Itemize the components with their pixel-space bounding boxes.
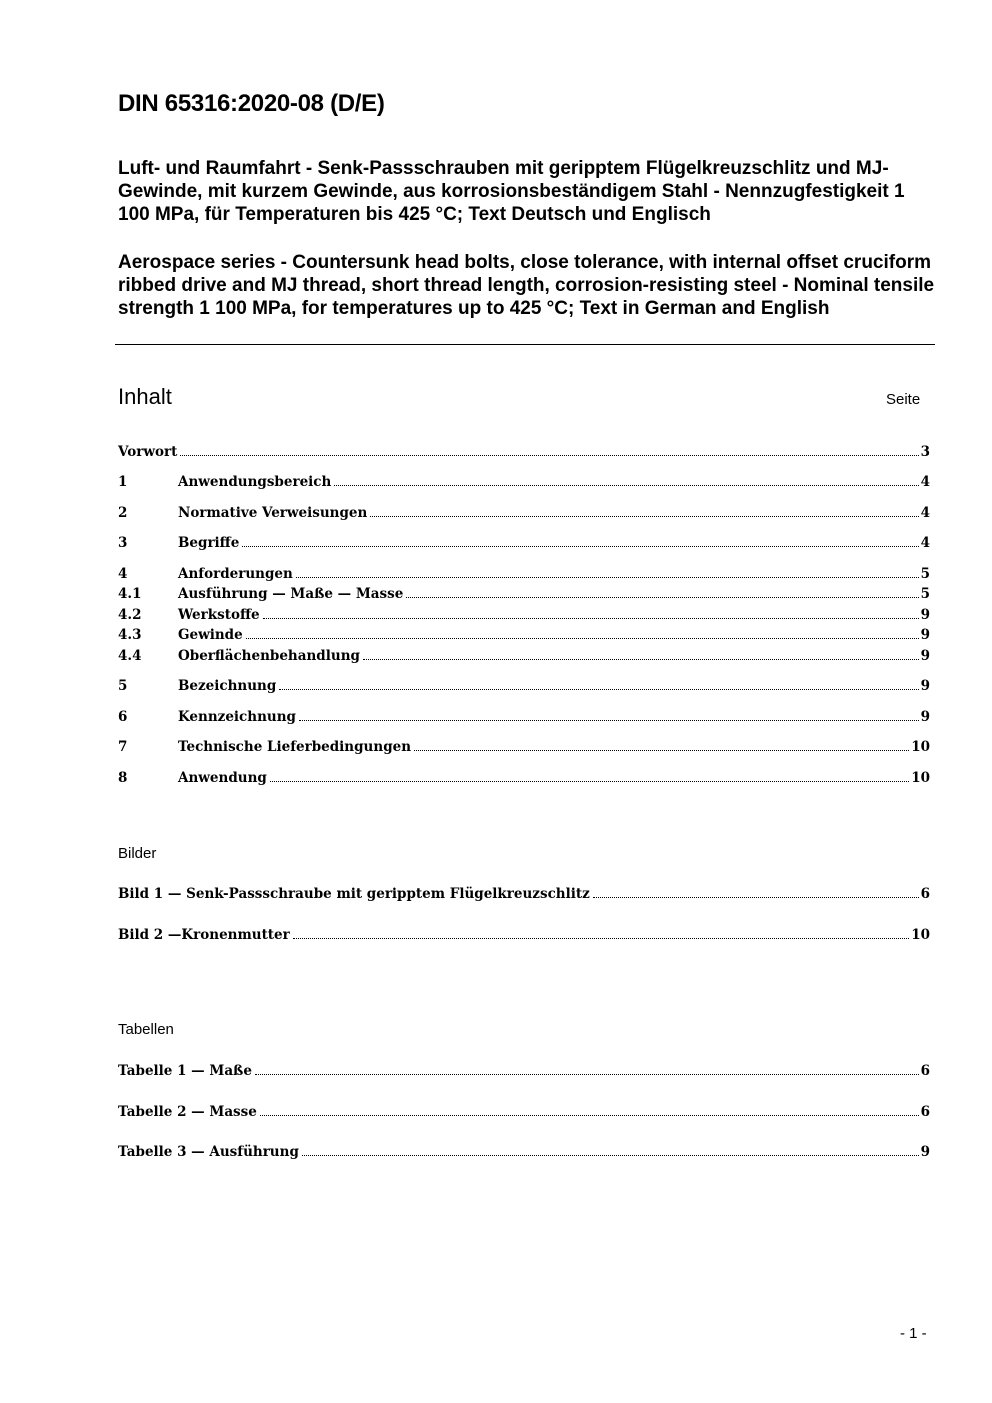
dot-leader: [180, 455, 918, 456]
toc-entry-title: Begriffe: [178, 535, 240, 551]
dot-leader: [246, 638, 919, 639]
figures-heading: Bilder: [118, 845, 157, 862]
dot-leader: [370, 516, 918, 517]
toc-entry[interactable]: [118, 625, 930, 643]
toc-entry-page: 10: [911, 927, 930, 943]
page-number: - 1 -: [900, 1325, 927, 1342]
toc-entry-number: 5: [118, 678, 128, 694]
toc-entry-number: 3: [118, 535, 128, 551]
toc-entry-page: 9: [920, 678, 930, 694]
toc-entry-title: Anforderungen: [178, 566, 293, 582]
toc-entry-number: 4.2: [118, 607, 142, 623]
toc-entry-title: Vorwort: [118, 444, 178, 460]
toc-entry[interactable]: [118, 646, 930, 664]
toc-entry[interactable]: [118, 472, 930, 490]
toc-entry-number: 4.3: [118, 627, 142, 643]
toc-entry-page: 4: [920, 505, 930, 521]
toc-entry[interactable]: [118, 676, 930, 694]
dot-leader: [263, 618, 919, 619]
toc-entry-number: 8: [118, 770, 128, 786]
dot-leader: [299, 720, 919, 721]
toc-entry[interactable]: [118, 707, 930, 725]
toc-entry-page: 9: [920, 648, 930, 664]
toc-entry[interactable]: [118, 564, 930, 582]
toc-entry[interactable]: [118, 1061, 930, 1079]
toc-entry-number: 4: [118, 566, 128, 582]
toc-entry-page: 5: [920, 586, 930, 602]
toc-entry-page: 6: [920, 886, 930, 902]
toc-entry-title: Bild 1 — Senk-Passschraube mit geripptem Flügelkreuzschlitz: [118, 886, 590, 902]
toc-entry-page: 4: [920, 535, 930, 551]
toc-entry-page: 9: [920, 709, 930, 725]
toc-entry[interactable]: [118, 925, 930, 943]
toc-entry-number: 4.4: [118, 648, 142, 664]
toc-heading: Inhalt: [118, 384, 172, 409]
toc-entry[interactable]: [118, 503, 930, 521]
dot-leader: [279, 689, 918, 690]
toc-entry[interactable]: [118, 533, 930, 551]
toc-entry-title: Tabelle 3 — Ausführung: [118, 1144, 299, 1160]
dot-leader: [593, 897, 919, 898]
toc-entry-title: Gewinde: [178, 627, 243, 643]
dot-leader: [255, 1074, 919, 1075]
toc-entry-title: Werkstoffe: [178, 607, 260, 623]
dot-leader: [260, 1115, 919, 1116]
toc-entry-title: Technische Lieferbedingungen: [178, 739, 412, 755]
toc-entry-title: Normative Verweisungen: [178, 505, 368, 521]
dot-leader: [363, 659, 919, 660]
toc-entry-title: Anwendungsbereich: [178, 474, 332, 490]
toc-entry-page: 3: [920, 444, 930, 460]
toc-entry-page: 6: [920, 1104, 930, 1120]
dot-leader: [296, 577, 919, 578]
title-english: Aerospace series - Countersunk head bolts, close tolerance, with internal offset cruciform ribbed drive and MJ thread, short thread length, corrosion-resisting steel - Nominal tensile strength 1 100 MPa, for temperatures up to 425 °C; Text in German and English: [118, 252, 935, 319]
dot-leader: [302, 1155, 919, 1156]
toc-entry-page: 6: [920, 1063, 930, 1079]
dot-leader: [270, 781, 909, 782]
toc-entry-title: Bezeichnung: [178, 678, 277, 694]
toc-entry-title: Anwendung: [178, 770, 267, 786]
toc-entry-number: 7: [118, 739, 128, 755]
toc-entry-title: Tabelle 2 — Masse: [118, 1104, 257, 1120]
toc-entry-number: 4.1: [118, 586, 142, 602]
toc-entry-number: 2: [118, 505, 128, 521]
toc-entry-page: 5: [920, 566, 930, 582]
toc-entry[interactable]: [118, 584, 930, 602]
toc-entry-number: 1: [118, 474, 128, 490]
toc-entry-page: 9: [920, 607, 930, 623]
toc-entry[interactable]: [118, 1142, 930, 1160]
title-divider: [115, 344, 935, 345]
dot-leader: [414, 750, 909, 751]
toc-page-column-label: Seite: [886, 391, 921, 408]
toc-entry[interactable]: [118, 884, 930, 902]
toc-entry-page: 10: [911, 770, 930, 786]
dot-leader: [406, 597, 918, 598]
toc-entry[interactable]: [118, 768, 930, 786]
toc-entry-title: Bild 2 —Kronenmutter: [118, 927, 290, 943]
toc-entry[interactable]: [118, 605, 930, 623]
dot-leader: [334, 485, 918, 486]
toc-entry[interactable]: [118, 442, 930, 460]
toc-entry-number: 6: [118, 709, 128, 725]
document-id: DIN 65316:2020-08 (D/E): [118, 90, 385, 117]
toc-entry-page: 9: [920, 1144, 930, 1160]
toc-entry-page: 9: [920, 627, 930, 643]
title-german: Luft- und Raumfahrt - Senk-Passschrauben mit geripptem Flügelkreuzschlitz und MJ-Gewinde, mit kurzem Gewinde, aus korrosionsbeständigem Stahl - Nennzugfestigkeit 1 100 MPa, für Temperaturen bis 425 °C; Text Deutsch und Englisch: [118, 158, 905, 225]
toc-entry-page: 10: [911, 739, 930, 755]
dot-leader: [242, 546, 918, 547]
toc-entry[interactable]: [118, 1102, 930, 1120]
toc-entry-title: Oberflächenbehandlung: [178, 648, 360, 664]
tables-heading: Tabellen: [118, 1021, 174, 1038]
toc-entry-title: Kennzeichnung: [178, 709, 296, 725]
toc-entry-title: Tabelle 1 — Maße: [118, 1063, 252, 1079]
toc-entry-page: 4: [920, 474, 930, 490]
toc-entry[interactable]: [118, 737, 930, 755]
dot-leader: [293, 938, 909, 939]
toc-entry-title: Ausführung — Maße — Masse: [178, 586, 404, 602]
